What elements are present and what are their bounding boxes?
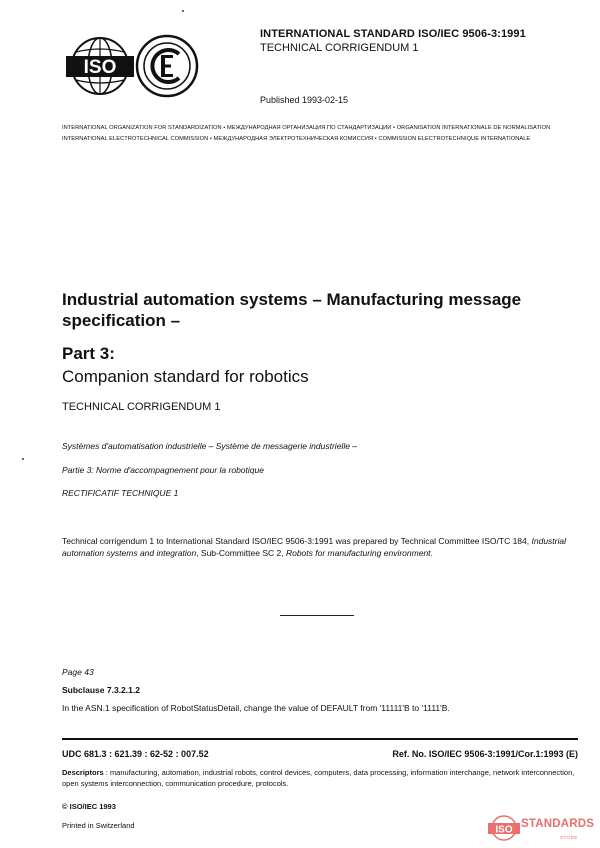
descriptors-text: : manufacturing, automation, industrial robots, control devices, computers, data processing, information interchange, network interconnection, open systems interconnection, communication procedure, protocols. [62, 768, 575, 788]
watermark-small: STORE [560, 835, 578, 840]
udc-code: UDC 681.3 : 621.39 : 62-52 : 007.52 [62, 749, 209, 759]
scan-speck [182, 10, 184, 12]
preparation-mid: , Sub-Committee SC 2, [196, 548, 286, 558]
part-name: Companion standard for robotics [62, 367, 309, 386]
printed-location: Printed in Switzerland [62, 821, 135, 830]
correction-text: In the ASN.1 specification of RobotStatusDetail, change the value of DEFAULT from '11111'B to '1111'B. [62, 703, 450, 713]
french-title: Systèmes d'automatisation industrielle – Système de messagerie industrielle – [62, 441, 358, 451]
part-number: Part 3: [62, 344, 115, 363]
french-corrigendum: RECTIFICATIF TECHNIQUE 1 [62, 488, 179, 498]
copyright: © ISO/IEC 1993 [62, 802, 116, 811]
french-part: Partie 3: Norme d'accompagnement pour la robotique [62, 465, 264, 475]
descriptors [62, 767, 578, 789]
iec-logo-text: IEC [166, 102, 168, 103]
watermark-label: STANDARDS [521, 818, 595, 830]
published-date: Published 1993-02-15 [260, 95, 349, 105]
page-reference: Page 43 [62, 667, 94, 677]
subclause-reference: Subclause 7.3.2.1.2 [62, 685, 140, 695]
iso-logo-text: ISO [83, 57, 117, 78]
divider [280, 615, 354, 616]
footer-rule [62, 738, 578, 740]
iec-organization-line: INTERNATIONAL ELECTROTECHNICAL COMMISSION • МЕЖДУНАРОДНАЯ ЭЛЕКТРОТЕХНИЧЕСКАЯ КОМИССИЯ • COMMISSION ELECTROTECHNIQUE INTERNATIONALE [62, 136, 531, 142]
iso-organization-line: INTERNATIONAL ORGANIZATION FOR STANDARDIZATION • МЕЖДУНАРОДНАЯ ОРГАНИЗАЦИЯ ПО СТАНДАРТИЗАЦИИ • ORGANISATION INTERNATIONALE DE NORMALISATION [62, 125, 551, 131]
document-title: Industrial automation systems – Manufacturing message specification – [62, 290, 522, 330]
scan-speck [22, 458, 24, 460]
reference-number: Ref. No. ISO/IEC 9506-3:1991/Cor.1:1993 (E) [392, 749, 578, 759]
iso-logo [66, 38, 134, 94]
descriptors-label: Descriptors [62, 768, 104, 777]
corrigendum-label: TECHNICAL CORRIGENDUM 1 [62, 401, 221, 413]
iec-logo [137, 36, 197, 103]
preparation-end: . [430, 548, 433, 558]
committee-name: Industrial automation systems and integration [62, 536, 566, 558]
preparation-paragraph [62, 535, 577, 559]
watermark-iso-text: ISO [495, 824, 513, 836]
iso-iec-logos [63, 28, 203, 104]
standard-title: INTERNATIONAL STANDARD ISO/IEC 9506-3:1991 [260, 28, 526, 40]
preparation-intro: Technical corrigendum 1 to International Standard ISO/IEC 9506-3:1991 was prepared by Technical Committee ISO/TC 184, [62, 536, 530, 546]
subcommittee-name: Robots for manufacturing environment [285, 548, 431, 558]
standard-subtitle: TECHNICAL CORRIGENDUM 1 [260, 42, 419, 54]
